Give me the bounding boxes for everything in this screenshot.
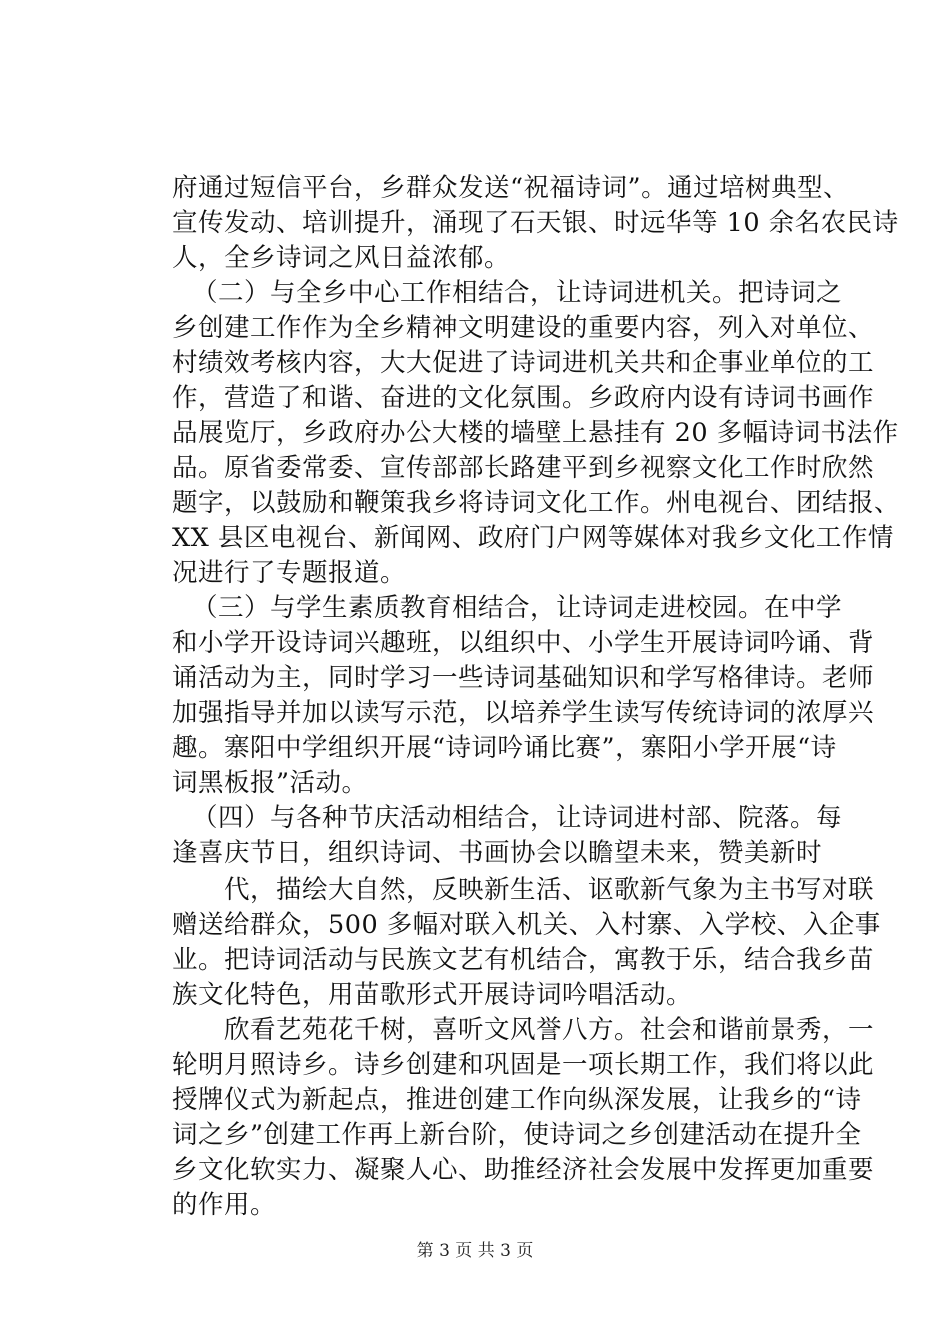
text-line: 代，描绘大自然，反映新生活、讴歌新气象为主书写对联	[224, 875, 875, 905]
text-line: 宣传发动、培训提升，涌现了石天银、时远华等 10 余名农民诗	[172, 208, 899, 238]
text-line: 词之乡”创建工作再上新台阶，使诗词之乡创建活动在提升全	[172, 1120, 862, 1150]
text-line: 赠送给群众，500 多幅对联入机关、入村寨、入学校、入企事	[172, 910, 881, 940]
text-line: 人，全乡诗词之风日益浓郁。	[172, 243, 511, 273]
text-line: 授牌仪式为新起点，推进创建工作向纵深发展，让我乡的“诗	[172, 1085, 862, 1115]
text-line: 欣看艺苑花千树，喜听文风誉八方。社会和谐前景秀，一	[224, 1015, 875, 1045]
text-line: 趣。寨阳中学组织开展“诗词吟诵比赛”，寨阳小学开展“诗	[172, 733, 837, 763]
text-line: 轮明月照诗乡。诗乡创建和巩固是一项长期工作，我们将以此	[172, 1050, 875, 1080]
text-line: （二）与全乡中心工作相结合，让诗词进机关。把诗词之	[192, 278, 843, 308]
text-line: 的作用。	[172, 1190, 277, 1220]
text-line: 府通过短信平台，乡群众发送“祝福诗词”。通过培树典型、	[172, 173, 850, 203]
text-line: 业。把诗词活动与民族文艺有机结合，寓教于乐，结合我乡苗	[172, 945, 875, 975]
text-line: 和小学开设诗词兴趣班，以组织中、小学生开展诗词吟诵、背	[172, 628, 875, 658]
text-line: 诵活动为主，同时学习一些诗词基础知识和学写格律诗。老师	[172, 663, 875, 693]
text-line: 加强指导并加以读写示范，以培养学生读写传统诗词的浓厚兴	[172, 698, 875, 728]
text-line: 品。原省委常委、宣传部部长路建平到乡视察文化工作时欣然	[172, 453, 875, 483]
text-line: （四）与各种节庆活动相结合，让诗词进村部、院落。每	[192, 803, 843, 833]
page-number-footer: 第 3 页 共 3 页	[416, 1241, 534, 1261]
text-line: 乡文化软实力、凝聚人心、助推经济社会发展中发挥更加重要	[172, 1155, 875, 1185]
text-line: （三）与学生素质教育相结合，让诗词走进校园。在中学	[192, 593, 843, 623]
text-line: 族文化特色，用苗歌形式开展诗词吟唱活动。	[172, 980, 693, 1010]
text-line: 村绩效考核内容，大大促进了诗词进机关共和企事业单位的工	[172, 348, 875, 378]
text-line: 作，营造了和谐、奋进的文化氛围。乡政府内设有诗词书画作	[172, 383, 875, 413]
text-line: 题字，以鼓励和鞭策我乡将诗词文化工作。州电视台、团结报、	[172, 488, 901, 518]
text-line: XX 县区电视台、新闻网、政府门户网等媒体对我乡文化工作情	[172, 523, 894, 553]
text-line: 乡创建工作作为全乡精神文明建设的重要内容，列入对单位、	[172, 313, 875, 343]
text-line: 品展览厅，乡政府办公大楼的墙壁上悬挂有 20 多幅诗词书法作	[172, 418, 899, 448]
text-line: 词黑板报”活动。	[172, 768, 368, 798]
text-line: 逢喜庆节日，组织诗词、书画协会以瞻望未来，赞美新时	[172, 838, 823, 868]
text-line: 况进行了专题报道。	[172, 558, 407, 588]
